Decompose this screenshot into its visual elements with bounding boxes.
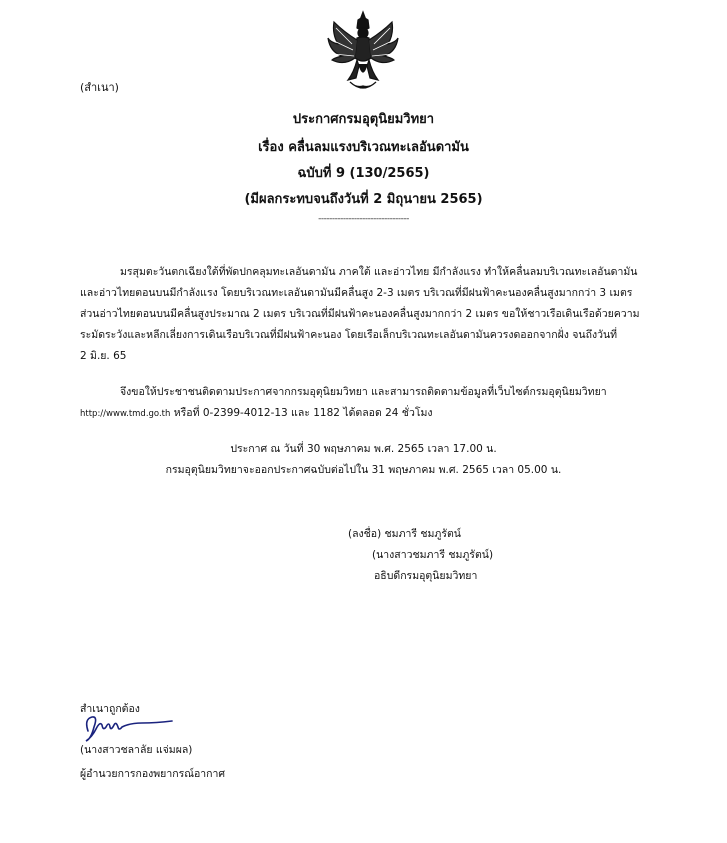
signer-name: (นางสาวชมภารี ชมภูรัตน์) <box>372 549 494 561</box>
contact-text: หรือที่ 0-2399-4012-13 และ 1182 ได้ตลอด 24 ชั่วโมง <box>170 407 433 419</box>
announcement-subject: เรื่อง คลื่นลมแรงบริเวณทะเลอันดามัน <box>258 140 469 155</box>
body-paragraph-2 <box>80 382 660 425</box>
announcement-issue-number: ฉบับที่ 9 (130/2565) <box>297 166 430 181</box>
body-line: ส่วนอ่าวไทยตอนบนมีคลื่นสูงประมาณ 2 เมตร บริเวณที่มีฝนฟ้าคะนองคลื่นสูงมากกว่า 2 เมตร ขอให้ชาวเรือเดินเรือด้วยความ <box>80 308 640 320</box>
garuda-emblem-icon <box>326 10 400 94</box>
next-issue-notice: กรมอุตุนิยมวิทยาจะออกประกาศฉบับต่อไปใน 31 พฤษภาคม พ.ศ. 2565 เวลา 05.00 น. <box>165 464 562 476</box>
title-separator: --------------------------------- <box>318 214 409 224</box>
body-line: 2 มิ.ย. 65 <box>80 350 127 362</box>
body-line: ระมัดระวังและหลีกเลี่ยงการเดินเรือบริเวณที่มีฝนฟ้าคะนอง โดยเรือเล็กบริเวณทะเลอันดามันควรงดออกจากฝั่ง จนถึงวันที่ <box>80 329 618 341</box>
body-paragraph-1 <box>80 262 660 367</box>
signer-title: อธิบดีกรมอุตุนิยมวิทยา <box>374 570 478 582</box>
announced-date: ประกาศ ณ วันที่ 30 พฤษภาคม พ.ศ. 2565 เวลา 17.00 น. <box>230 443 497 455</box>
body-line: และอ่าวไทยตอนบนมีกำลังแรง โดยบริเวณทะเลอันดามันมีคลื่นสูง 2-3 เมตร บริเวณที่มีฝนฟ้าคะนองคลื่นสูงมากกว่า 3 เมตร <box>80 287 633 299</box>
announcement-title: ประกาศกรมอุตุนิยมวิทยา <box>292 112 435 127</box>
certifier-title: ผู้อำนวยการกองพยากรณ์อากาศ <box>80 768 226 780</box>
handwritten-signature-icon <box>82 709 174 745</box>
certifier-name: (นางสาวชลาลัย แจ่มผล) <box>80 744 193 756</box>
copy-label: (สำเนา) <box>80 81 119 94</box>
body-line <box>80 403 660 425</box>
announcement-effective-period: (มีผลกระทบจนถึงวันที่ 2 มิถุนายน 2565) <box>244 192 483 207</box>
body-line: จึงขอให้ประชาชนติดตามประกาศจากกรมอุตุนิยมวิทยา และสามารถติดตามข้อมูลที่เว็บไซต์กรมอุตุนิยมวิทยา <box>120 386 607 398</box>
website-link[interactable]: http://www.tmd.go.th <box>80 409 171 419</box>
signature-line: (ลงชื่อ) ชมภารี ชมภูรัตน์ <box>348 528 461 540</box>
body-line: มรสุมตะวันตกเฉียงใต้ที่พัดปกคลุมทะเลอันดามัน ภาคใต้ และอ่าวไทย มีกำลังแรง ทำให้คลื่นลมบริเวณทะเลอันดามัน <box>120 266 638 278</box>
certified-copy-label: สำเนาถูกต้อง <box>80 703 140 715</box>
